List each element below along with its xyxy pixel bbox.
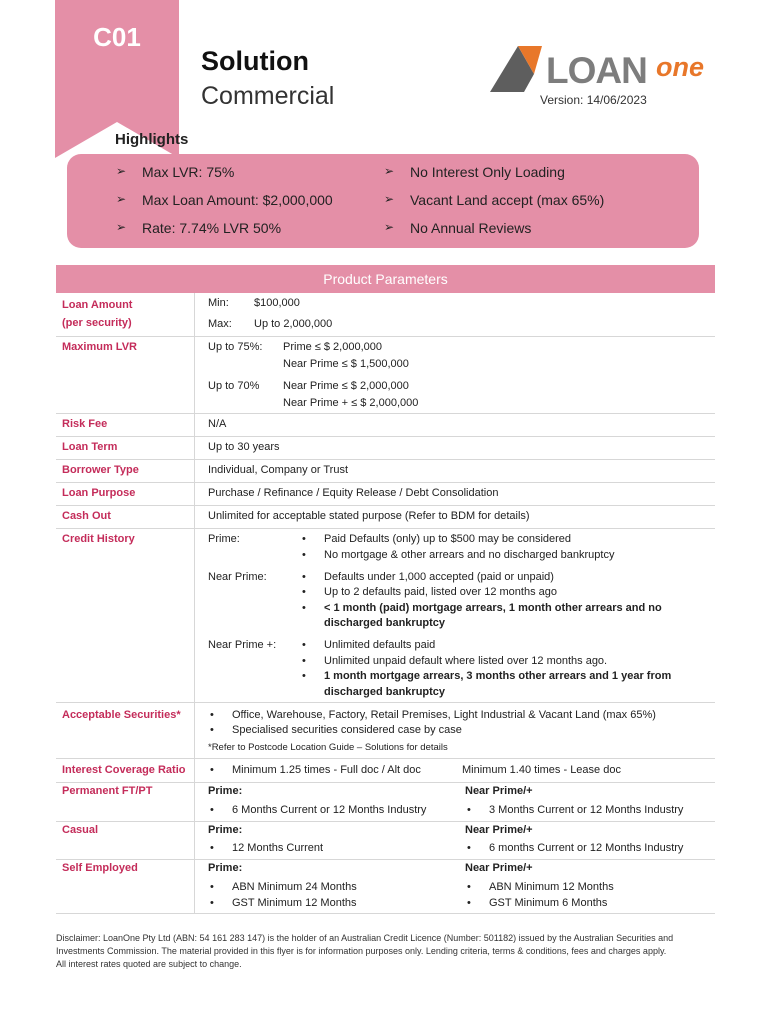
icr-full-doc: Minimum 1.25 times - Full doc / Alt doc <box>232 764 421 776</box>
row-divider <box>56 482 715 483</box>
credit-prime-item: Paid Defaults (only) up to $500 may be considered <box>324 533 572 545</box>
logo-wordmark: LOAN <box>546 50 647 91</box>
credit-near-prime-plus-item: Unlimited defaults paid <box>324 639 436 651</box>
cash-out-value: Unlimited for acceptable stated purpose (Refer to BDM for details) <box>208 510 530 522</box>
row-divider <box>56 505 715 506</box>
icr-label: Interest Coverage Ratio <box>62 764 186 776</box>
casual-prime-label: Prime: <box>208 824 243 836</box>
risk-fee-label: Risk Fee <box>62 418 108 430</box>
permanent-prime-value: 6 Months Current or 12 Months Industry <box>232 804 427 816</box>
page-subtitle: Commercial <box>201 82 335 110</box>
arrow-bullet-icon: ➢ <box>384 192 395 206</box>
row-divider <box>56 758 715 759</box>
credit-near-prime-item: Up to 2 defaults paid, listed over 12 months ago <box>324 586 557 598</box>
version-label: Version: 14/06/2023 <box>540 93 647 107</box>
maximum-lvr-label: Maximum LVR <box>62 341 137 353</box>
securities-item: Specialised securities considered case by case <box>232 724 462 736</box>
min-value: $100,000 <box>254 297 300 309</box>
max-value: Up to 2,000,000 <box>254 318 333 330</box>
bullet-icon: • <box>302 602 306 614</box>
loan-purpose-value: Purchase / Refinance / Equity Release / Debt Consolidation <box>208 487 499 499</box>
casual-near-prime-value: 6 months Current or 12 Months Industry <box>489 842 684 854</box>
risk-fee-value: N/A <box>208 418 227 430</box>
self-employed-label: Self Employed <box>62 862 138 874</box>
arrow-bullet-icon: ➢ <box>384 220 395 234</box>
loan-amount-sublabel: (per security) <box>62 317 132 329</box>
arrow-bullet-icon: ➢ <box>116 164 127 178</box>
self-employed-near-prime-label: Near Prime/+ <box>465 862 533 874</box>
credit-near-prime-plus-label: Near Prime +: <box>208 639 277 651</box>
bullet-icon: • <box>302 670 306 682</box>
lvr-70-near-prime: Near Prime ≤ $ 2,000,000 <box>283 380 409 392</box>
logo-wordmark-accent: one <box>656 52 705 82</box>
highlights-heading: Highlights <box>115 131 189 148</box>
disclaimer-line: Investments Commission. The material provided in this flyer is for information purposes only. Lending criteria, terms & conditions, fees and charges apply. <box>56 946 667 956</box>
casual-prime-value: 12 Months Current <box>232 842 324 854</box>
bullet-icon: • <box>302 533 306 545</box>
credit-prime-label: Prime: <box>208 533 240 545</box>
arrow-bullet-icon: ➢ <box>384 164 395 178</box>
credit-near-prime-plus-item: 1 month mortgage arrears, 3 months other arrears and 1 year from <box>324 670 672 682</box>
cash-out-label: Cash Out <box>62 510 111 522</box>
bullet-icon: • <box>302 549 306 561</box>
bullet-icon: • <box>467 842 471 854</box>
loan-amount-label: Loan Amount <box>62 299 133 311</box>
row-divider <box>56 436 715 437</box>
permanent-near-prime-label: Near Prime/+ <box>465 785 533 797</box>
bullet-icon: • <box>302 655 306 667</box>
disclaimer-line: Disclaimer: LoanOne Pty Ltd (ABN: 54 161 283 147) is the holder of an Australian Credit Licence (Number: 501182) issued by the Australian Securities and <box>56 933 674 943</box>
lvr-75-near-prime: Near Prime ≤ $ 1,500,000 <box>283 358 409 370</box>
credit-near-prime-plus-item: Unlimited unpaid default where listed over 12 months ago. <box>324 655 608 667</box>
borrower-type-label: Borrower Type <box>62 464 139 476</box>
permanent-prime-label: Prime: <box>208 785 243 797</box>
bullet-icon: • <box>210 804 214 816</box>
lvr-75-prime: Prime ≤ $ 2,000,000 <box>283 341 382 353</box>
row-divider <box>56 413 715 414</box>
casual-near-prime-label: Near Prime/+ <box>465 824 533 836</box>
credit-near-prime-label: Near Prime: <box>208 571 267 583</box>
column-divider <box>194 293 195 913</box>
row-divider <box>56 336 715 337</box>
row-divider <box>56 859 715 860</box>
bullet-icon: • <box>210 764 214 776</box>
credit-near-prime-item: Defaults under 1,000 accepted (paid or unpaid) <box>324 571 554 583</box>
acceptable-securities-label: Acceptable Securities* <box>62 709 181 721</box>
row-divider <box>56 782 715 783</box>
bullet-icon: • <box>467 897 471 909</box>
bullet-icon: • <box>210 897 214 909</box>
product-parameters-header: Product Parameters <box>56 265 715 293</box>
disclaimer <box>56 932 716 971</box>
bullet-icon: • <box>302 571 306 583</box>
icr-lease-doc: Minimum 1.40 times - Lease doc <box>462 764 621 776</box>
securities-note: *Refer to Postcode Location Guide – Solutions for details <box>208 742 448 753</box>
bullet-icon: • <box>210 709 214 721</box>
permanent-label: Permanent FT/PT <box>62 785 153 797</box>
bullet-icon: • <box>210 842 214 854</box>
bullet-icon: • <box>210 724 214 736</box>
disclaimer-line: All interest rates quoted are subject to change. <box>56 959 242 969</box>
self-employed-near-prime-item: GST Minimum 6 Months <box>489 897 608 909</box>
credit-near-prime-plus-item-cont: discharged bankruptcy <box>324 686 446 698</box>
page-title: Solution <box>201 46 309 76</box>
credit-history-label: Credit History <box>62 533 135 545</box>
loan-term-label: Loan Term <box>62 441 118 453</box>
product-code: C01 <box>93 22 141 52</box>
self-employed-prime-label: Prime: <box>208 862 243 874</box>
row-divider <box>56 459 715 460</box>
credit-prime-item: No mortgage & other arrears and no discharged bankruptcy <box>324 549 615 561</box>
bullet-icon: • <box>302 586 306 598</box>
credit-near-prime-item: < 1 month (paid) mortgage arrears, 1 month other arrears and no <box>324 602 662 614</box>
bullet-icon: • <box>210 881 214 893</box>
arrow-bullet-icon: ➢ <box>116 192 127 206</box>
lvr-75-label: Up to 75%: <box>208 341 263 353</box>
self-employed-near-prime-item: ABN Minimum 12 Months <box>489 881 614 893</box>
securities-item: Office, Warehouse, Factory, Retail Premises, Light Industrial & Vacant Land (max 65%) <box>232 709 656 721</box>
self-employed-prime-item: ABN Minimum 24 Months <box>232 881 357 893</box>
borrower-type-value: Individual, Company or Trust <box>208 464 349 476</box>
loan-term-value: Up to 30 years <box>208 441 280 453</box>
self-employed-prime-item: GST Minimum 12 Months <box>232 897 357 909</box>
permanent-near-prime-value: 3 Months Current or 12 Months Industry <box>489 804 684 816</box>
row-divider <box>56 913 715 914</box>
row-divider <box>56 821 715 822</box>
row-divider <box>56 702 715 703</box>
max-label: Max: <box>208 318 232 330</box>
bullet-icon: • <box>467 804 471 816</box>
casual-label: Casual <box>62 824 99 836</box>
loan-purpose-label: Loan Purpose <box>62 487 136 499</box>
row-divider <box>56 528 715 529</box>
credit-near-prime-item-cont: discharged bankruptcy <box>324 617 446 629</box>
bullet-icon: • <box>302 639 306 651</box>
min-label: Min: <box>208 297 229 309</box>
bullet-icon: • <box>467 881 471 893</box>
lvr-70-label: Up to 70% <box>208 380 260 392</box>
lvr-70-near-prime-plus: Near Prime + ≤ $ 2,000,000 <box>283 397 419 409</box>
arrow-bullet-icon: ➢ <box>116 220 127 234</box>
